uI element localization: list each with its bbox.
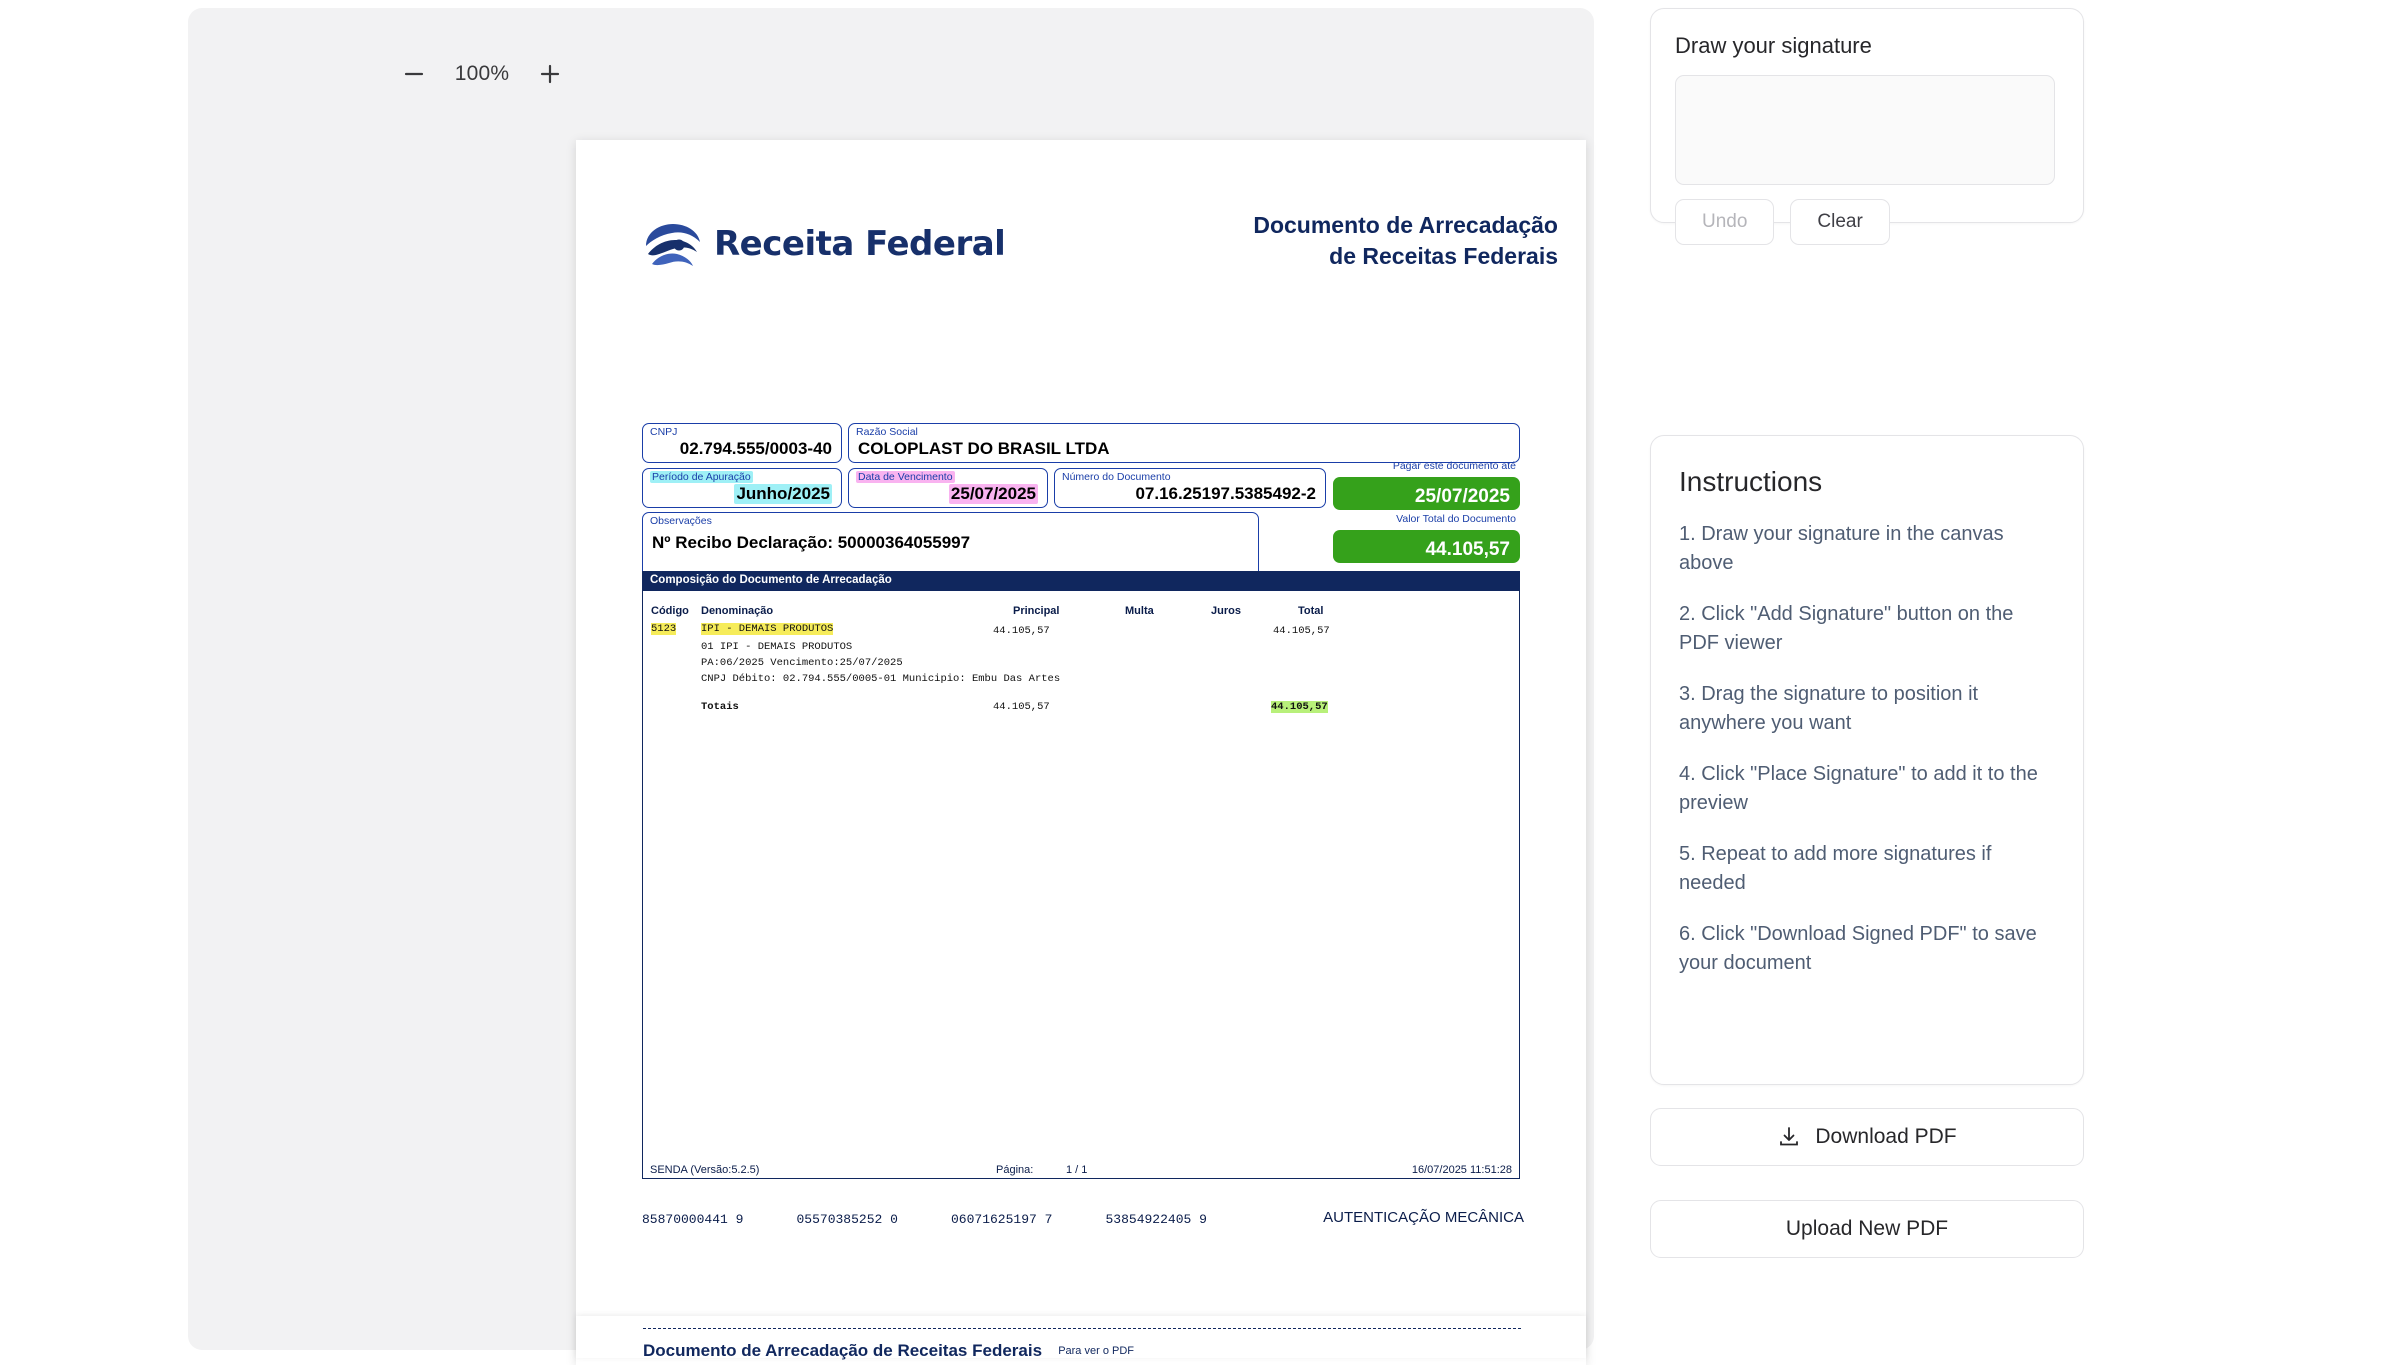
field-pagar-ate-value: 25/07/2025 bbox=[1414, 486, 1510, 507]
pdf-page-1[interactable] bbox=[576, 140, 1586, 1365]
field-razao-social-value: COLOPLAST DO BRASIL LTDA bbox=[858, 439, 1110, 458]
signature-actions bbox=[1675, 199, 2059, 245]
zoom-level-label: 100% bbox=[454, 62, 510, 85]
instruction-item-4: 4. Click "Place Signature" to add it to the preview bbox=[1679, 763, 2038, 814]
row-codigo: 5123 bbox=[651, 623, 677, 635]
row-detail-2: PA:06/2025 Vencimento:25/07/2025 bbox=[701, 657, 903, 669]
barcode-segment-2: 05570385252 0 bbox=[796, 1212, 898, 1227]
footer-pagina-value: 1 / 1 bbox=[1066, 1164, 1088, 1176]
undo-button[interactable]: Undo bbox=[1675, 199, 1774, 245]
darf-title-line2: de Receitas Federais bbox=[1329, 243, 1558, 270]
field-cnpj bbox=[642, 423, 842, 463]
field-periodo-label: Período de Apuração bbox=[652, 471, 751, 483]
zoom-out-button[interactable] bbox=[388, 48, 440, 100]
row-total: 44.105,57 bbox=[1273, 625, 1330, 637]
field-cnpj-value: 02.794.555/0003-40 bbox=[679, 439, 832, 458]
field-pagar-ate-label: Pagar este documento até bbox=[1392, 460, 1516, 472]
instruction-item-3: 3. Drag the signature to position it anywhere you want bbox=[1679, 683, 1979, 734]
composition-section-title: Composição do Documento de Arrecadação bbox=[642, 571, 1520, 591]
field-valor-total bbox=[1333, 513, 1520, 563]
footer-senda: SENDA (Versão:5.2.5) bbox=[650, 1164, 760, 1176]
receita-federal-logo bbox=[642, 220, 1005, 268]
composition-table bbox=[642, 591, 1520, 1179]
plus-icon bbox=[537, 61, 563, 87]
field-pagar-ate bbox=[1333, 460, 1520, 510]
field-numero-documento bbox=[1054, 468, 1326, 508]
darf-title bbox=[1253, 210, 1558, 272]
upload-new-pdf-button[interactable] bbox=[1650, 1200, 2084, 1258]
receita-federal-wordmark: Receita Federal bbox=[714, 224, 1006, 264]
col-header-principal: Principal bbox=[1013, 605, 1060, 617]
pdf-viewer-panel bbox=[188, 8, 1594, 1360]
field-valor-total-value: 44.105,57 bbox=[1425, 539, 1510, 560]
minus-icon bbox=[401, 61, 427, 87]
row-detail-1: 01 IPI - DEMAIS PRODUTOS bbox=[701, 641, 853, 653]
field-razao-social bbox=[848, 423, 1520, 463]
signature-card bbox=[1650, 8, 2084, 232]
receita-federal-mark-icon bbox=[642, 220, 704, 268]
zoom-toolbar bbox=[388, 48, 576, 100]
barcode-segment-1: 85870000441 9 bbox=[642, 1212, 744, 1227]
instruction-item-1: 1. Draw your signature in the canvas above bbox=[1679, 523, 2004, 574]
row-principal: 44.105,57 bbox=[993, 625, 1050, 637]
row-detail-3: CNPJ Débito: 02.794.555/0005-01 Municipio: Embu Das Artes bbox=[701, 673, 1061, 685]
instruction-item-5: 5. Repeat to add more signatures if needed bbox=[1679, 843, 1992, 894]
col-header-total: Total bbox=[1298, 605, 1324, 617]
footer-timestamp: 16/07/2025 11:51:28 bbox=[1411, 1164, 1512, 1176]
download-pdf-label: Download PDF bbox=[1815, 1125, 1957, 1148]
page2-title: Documento de Arrecadação de Receitas Federais bbox=[643, 1341, 1043, 1360]
field-valor-total-label: Valor Total do Documento bbox=[1396, 513, 1516, 525]
download-icon bbox=[1777, 1125, 1801, 1149]
totals-total: 44.105,57 bbox=[1271, 701, 1328, 713]
field-cnpj-label: CNPJ bbox=[650, 426, 678, 438]
signature-canvas[interactable] bbox=[1675, 75, 2055, 185]
col-header-juros: Juros bbox=[1211, 605, 1241, 617]
col-header-multa: Multa bbox=[1125, 605, 1154, 617]
barcode-segment-3: 06071625197 7 bbox=[951, 1212, 1053, 1227]
field-observacoes-value: Nº Recibo Declaração: 50000364055997 bbox=[652, 533, 971, 552]
download-pdf-button[interactable] bbox=[1650, 1108, 2084, 1166]
field-numero-value: 07.16.25197.5385492-2 bbox=[1135, 484, 1316, 503]
field-periodo-value: Junho/2025 bbox=[736, 484, 830, 503]
footer-pagina-label: Página: bbox=[996, 1164, 1034, 1176]
instructions-title: Instructions bbox=[1679, 466, 1823, 497]
darf-title-line1: Documento de Arrecadação bbox=[1253, 212, 1558, 238]
upload-new-pdf-label: Upload New PDF bbox=[1785, 1217, 1949, 1240]
page2-right-note: Para ver o PDF bbox=[1058, 1345, 1134, 1357]
instruction-item-2: 2. Click "Add Signature" button on the PDF viewer bbox=[1679, 603, 2014, 654]
barcode-segment-4: 53854922405 9 bbox=[1105, 1212, 1207, 1227]
instruction-item-6: 6. Click "Download Signed PDF" to save your document bbox=[1679, 923, 2037, 974]
instructions-card bbox=[1650, 435, 2084, 1085]
field-data-vencimento bbox=[848, 468, 1048, 508]
field-vencimento-label: Data de Vencimento bbox=[858, 471, 953, 483]
row-denominacao: IPI - DEMAIS PRODUTOS bbox=[701, 623, 834, 635]
authentication-label: AUTENTICAÇÃO MECÂNICA bbox=[1323, 1209, 1524, 1226]
totals-label: Totais bbox=[701, 701, 739, 713]
field-vencimento-value: 25/07/2025 bbox=[950, 484, 1036, 503]
field-numero-label: Número do Documento bbox=[1062, 471, 1171, 483]
field-razao-social-label: Razão Social bbox=[856, 426, 918, 438]
totals-principal: 44.105,57 bbox=[993, 701, 1050, 713]
field-periodo-apuracao bbox=[642, 468, 842, 508]
col-header-codigo: Código bbox=[651, 605, 689, 617]
signature-card-title: Draw your signature bbox=[1675, 33, 1872, 58]
zoom-in-button[interactable] bbox=[524, 48, 576, 100]
field-observacoes-label: Observações bbox=[650, 515, 712, 527]
clear-button[interactable]: Clear bbox=[1790, 199, 1889, 245]
page-separator bbox=[643, 1328, 1521, 1329]
col-header-denominacao: Denominação bbox=[701, 605, 774, 617]
